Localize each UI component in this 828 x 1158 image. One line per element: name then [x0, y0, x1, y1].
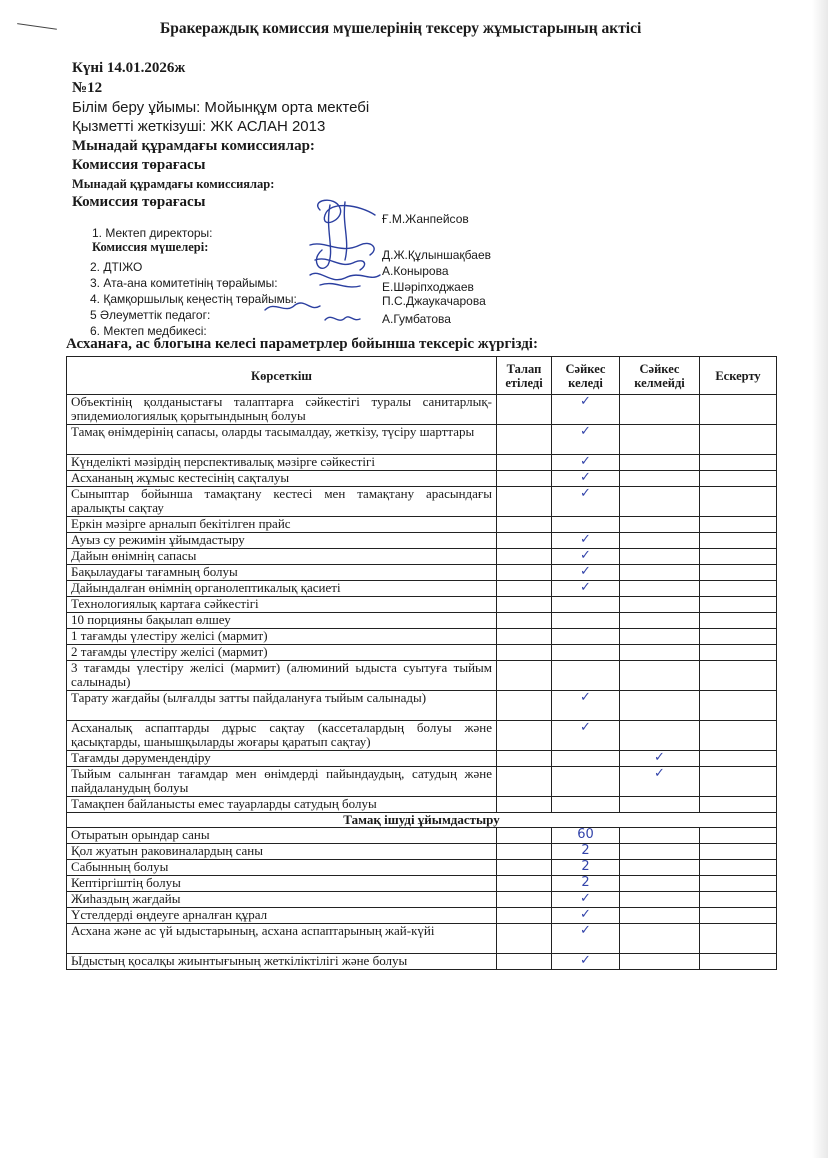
mark-cell: [620, 581, 700, 597]
indicator-cell: Бақылаудағы тағамның болуы: [67, 565, 497, 581]
mark-cell: ✓: [552, 549, 620, 565]
mark-cell: ✓: [552, 425, 620, 455]
mark-cell: [700, 876, 777, 892]
mark-cell: [497, 828, 552, 844]
indicator-cell: Үстелдерді өңдеуге арналған құрал: [67, 908, 497, 924]
mark-cell: [497, 533, 552, 549]
indicator-cell: Ыдыстың қосалқы жиынтығының жеткіліктілігі және болуы: [67, 954, 497, 970]
mark-cell: [552, 661, 620, 691]
mark-cell: [700, 487, 777, 517]
mark-cell: [497, 425, 552, 455]
table-row: [67, 425, 777, 455]
mark-cell: [497, 661, 552, 691]
chair-heading: Комиссия төрағасы: [72, 157, 206, 173]
mark-cell: [497, 629, 552, 645]
member-name: Д.Ж.Құлыншақбаев: [382, 248, 491, 262]
mark-cell: [620, 517, 700, 533]
mark-cell: [497, 860, 552, 876]
mark-cell: [620, 533, 700, 549]
mark-cell: [700, 565, 777, 581]
mark-cell: [700, 892, 777, 908]
member-role: 4. Қамқоршылық кеңестің төрайымы:: [90, 292, 297, 306]
mark-cell: [497, 844, 552, 860]
table-row: [67, 828, 777, 844]
chair-heading-2: Комиссия төрағасы: [72, 194, 206, 210]
mark-cell: [497, 645, 552, 661]
table-row: [67, 661, 777, 691]
mark-cell: [700, 860, 777, 876]
mark-cell: ✓: [552, 533, 620, 549]
mark-cell: [497, 797, 552, 813]
mark-cell: [700, 661, 777, 691]
director-name: Ғ.М.Жанпейсов: [382, 212, 469, 226]
mark-cell: [497, 455, 552, 471]
table-row: [67, 721, 777, 751]
mark-cell: ✓: [552, 581, 620, 597]
mark-cell: [700, 954, 777, 970]
table-row: [67, 860, 777, 876]
mark-cell: [700, 471, 777, 487]
mark-cell: ✓: [552, 954, 620, 970]
inspection-rows: [67, 395, 777, 970]
mark-cell: [620, 908, 700, 924]
mark-cell: [497, 954, 552, 970]
commission-heading: Мынадай құрамдағы комиссиялар:: [72, 138, 315, 154]
table-header-row: [67, 357, 777, 395]
mark-cell: [700, 629, 777, 645]
indicator-cell: 3 тағамды үлестіру желісі (мармит) (алюминий ыдыста суытуға тыйым салынады): [67, 661, 497, 691]
indicator-cell: Технологиялық картаға сәйкестігі: [67, 597, 497, 613]
mark-cell: [620, 954, 700, 970]
mark-cell: ✓: [552, 565, 620, 581]
mark-cell: ✓: [552, 471, 620, 487]
indicator-cell: Асханалық аспаптарды дұрыс сақтау (кассеталардың болуы және қасықтарды, шанышқыларды жоғары қаратып сақтау): [67, 721, 497, 751]
indicator-cell: Объектінің қолданыстағы талаптарға сәйкестігі туралы санитарлық-эпидемиологиялық қорытындының болуы: [67, 395, 497, 425]
mark-cell: ✓: [552, 395, 620, 425]
mark-cell: ✓: [552, 691, 620, 721]
table-row: [67, 844, 777, 860]
mark-cell: 2: [552, 860, 620, 876]
column-header: Сәйкес келеді: [552, 357, 620, 395]
mark-cell: [700, 517, 777, 533]
indicator-cell: 10 порцияны бақылап өлшеу: [67, 613, 497, 629]
document-title: Бракераждық комиссия мүшелерінің тексеру жұмыстарының актісі: [160, 20, 642, 37]
mark-cell: [497, 471, 552, 487]
mark-cell: ✓: [620, 751, 700, 767]
section-row: [67, 813, 777, 828]
indicator-cell: Ауыз су режимін ұйымдастыру: [67, 533, 497, 549]
mark-cell: [497, 691, 552, 721]
mark-cell: [552, 629, 620, 645]
mark-cell: 2: [552, 844, 620, 860]
mark-cell: [497, 517, 552, 533]
table-row: [67, 613, 777, 629]
mark-cell: [620, 661, 700, 691]
mark-cell: [620, 721, 700, 751]
indicator-cell: Тағамды дәрумендендіру: [67, 751, 497, 767]
mark-cell: [620, 425, 700, 455]
indicator-cell: Сыныптар бойынша тамақтану кестесі мен тамақтану арасындағы аралықты сақтау: [67, 487, 497, 517]
table-row: [67, 533, 777, 549]
table-row: [67, 645, 777, 661]
member-role: 3. Ата-ана комитетінің төрайымы:: [90, 276, 278, 290]
table-row: [67, 395, 777, 425]
table-row: [67, 767, 777, 797]
mark-cell: [497, 549, 552, 565]
mark-cell: [497, 581, 552, 597]
mark-cell: [497, 924, 552, 954]
mark-cell: [700, 597, 777, 613]
indicator-cell: Еркін мәзірге арналып бекітілген прайс: [67, 517, 497, 533]
mark-cell: [700, 797, 777, 813]
mark-cell: ✓: [552, 924, 620, 954]
table-row: [67, 954, 777, 970]
mark-cell: [497, 487, 552, 517]
indicator-cell: Тамақ өнімдерінің сапасы, оларды тасымалдау, жеткізу, түсіру шарттары: [67, 425, 497, 455]
mark-cell: [700, 691, 777, 721]
column-header: Сәйкес келмейді: [620, 357, 700, 395]
member-role: 5 Әлеуметтік педагог:: [90, 308, 211, 322]
table-row: [67, 487, 777, 517]
indicator-cell: Дайын өнімнің сапасы: [67, 549, 497, 565]
indicator-cell: Қол жуатын раковиналардың саны: [67, 844, 497, 860]
table-row: [67, 924, 777, 954]
mark-cell: ✓: [620, 767, 700, 797]
table-row: [67, 517, 777, 533]
mark-cell: [700, 613, 777, 629]
mark-cell: [620, 597, 700, 613]
table-row: [67, 629, 777, 645]
mark-cell: [700, 767, 777, 797]
mark-cell: [700, 751, 777, 767]
mark-cell: ✓: [552, 892, 620, 908]
members-heading: Комиссия мүшелері:: [92, 240, 209, 254]
mark-cell: ✓: [552, 487, 620, 517]
inspection-heading: Асханаға, ас блогына келесі параметрлер бойынша тексеріс жүргізді:: [66, 336, 538, 352]
mark-cell: [552, 767, 620, 797]
mark-cell: [620, 565, 700, 581]
mark-cell: [552, 613, 620, 629]
indicator-cell: 1 тағамды үлестіру желісі (мармит): [67, 629, 497, 645]
mark-cell: [620, 876, 700, 892]
table-row: [67, 797, 777, 813]
mark-cell: [552, 645, 620, 661]
mark-cell: [620, 691, 700, 721]
indicator-cell: Жиһаздың жағдайы: [67, 892, 497, 908]
scan-edge-shadow: [812, 0, 828, 1158]
mark-cell: [700, 395, 777, 425]
mark-cell: [552, 597, 620, 613]
table-row: [67, 597, 777, 613]
mark-cell: [700, 549, 777, 565]
mark-cell: [620, 860, 700, 876]
mark-cell: [497, 767, 552, 797]
number-line: №12: [72, 80, 103, 96]
commission-heading-small: Мынадай құрамдағы комиссиялар:: [72, 177, 275, 191]
mark-cell: [497, 565, 552, 581]
table-row: [67, 581, 777, 597]
table-row: [67, 455, 777, 471]
indicator-cell: Тарату жағдайы (ылғалды затты пайдалануға тыйым салынады): [67, 691, 497, 721]
indicator-cell: Дайындалған өнімнің органолептикалық қасиеті: [67, 581, 497, 597]
indicator-cell: Тыйым салынған тағамдар мен өнімдерді пайындаудың, сатудың және пайдаланудың болуы: [67, 767, 497, 797]
indicator-cell: Сабынның болуы: [67, 860, 497, 876]
member-name: А.Конырова: [382, 264, 449, 278]
mark-cell: [497, 613, 552, 629]
mark-cell: [552, 517, 620, 533]
org-line: Білім беру ұйымы: Мойынқұм орта мектебі: [72, 99, 370, 116]
table-row: [67, 908, 777, 924]
mark-cell: [620, 549, 700, 565]
member-name: Е.Шәріпходжаев: [382, 280, 474, 294]
table-row: [67, 471, 777, 487]
mark-cell: [700, 844, 777, 860]
table-row: [67, 691, 777, 721]
mark-cell: [620, 455, 700, 471]
member-name: А.Гумбатова: [382, 312, 451, 326]
mark-cell: [552, 751, 620, 767]
mark-cell: [700, 425, 777, 455]
mark-cell: [620, 645, 700, 661]
mark-cell: [497, 597, 552, 613]
mark-cell: [700, 581, 777, 597]
indicator-cell: 2 тағамды үлестіру желісі (мармит): [67, 645, 497, 661]
table-row: [67, 892, 777, 908]
mark-cell: [620, 892, 700, 908]
mark-cell: [497, 721, 552, 751]
mark-cell: [700, 828, 777, 844]
mark-cell: [700, 533, 777, 549]
mark-cell: [700, 645, 777, 661]
mark-cell: ✓: [552, 908, 620, 924]
member-name: П.С.Джаукачарова: [382, 294, 486, 308]
mark-cell: [700, 721, 777, 751]
mark-cell: 60: [552, 828, 620, 844]
mark-cell: [497, 908, 552, 924]
mark-cell: [497, 751, 552, 767]
column-header: Көрсеткіш: [67, 357, 497, 395]
indicator-cell: Асхана және ас үй ыдыстарының, асхана аспаптарының жай-күйі: [67, 924, 497, 954]
corner-mark: [17, 9, 59, 29]
mark-cell: ✓: [552, 455, 620, 471]
mark-cell: [620, 471, 700, 487]
indicator-cell: Асхананың жұмыс кестесінің сақталуы: [67, 471, 497, 487]
mark-cell: [620, 828, 700, 844]
column-header: Талап етіледі: [497, 357, 552, 395]
table-row: [67, 565, 777, 581]
mark-cell: [620, 924, 700, 954]
indicator-cell: Тамақпен байланысты емес тауарларды сатудың болуы: [67, 797, 497, 813]
mark-cell: [497, 876, 552, 892]
mark-cell: [700, 455, 777, 471]
member-role: 2. ДТІЖО: [90, 260, 143, 274]
table-row: [67, 549, 777, 565]
mark-cell: [700, 924, 777, 954]
mark-cell: [620, 844, 700, 860]
director-role: 1. Мектеп директоры:: [92, 226, 213, 240]
mark-cell: [620, 797, 700, 813]
date-line: Күні 14.01.2026ж: [72, 60, 186, 76]
mark-cell: [497, 395, 552, 425]
mark-cell: [620, 395, 700, 425]
signatories-block: [90, 212, 592, 342]
table-row: [67, 751, 777, 767]
supplier-line: Қызметті жеткізуші: ЖК АСЛАН 2013: [72, 118, 326, 135]
indicator-cell: Отыратын орындар саны: [67, 828, 497, 844]
mark-cell: [497, 892, 552, 908]
mark-cell: [620, 629, 700, 645]
mark-cell: ✓: [552, 721, 620, 751]
mark-cell: [620, 613, 700, 629]
section-heading: Тамақ ішуді ұйымдастыру: [67, 813, 777, 828]
member-role: 6. Мектеп медбикесі:: [90, 324, 207, 338]
table-row: [67, 876, 777, 892]
column-header: Ескерту: [700, 357, 777, 395]
indicator-cell: Кептіргіштің болуы: [67, 876, 497, 892]
inspection-table: [66, 356, 777, 970]
mark-cell: [620, 487, 700, 517]
indicator-cell: Күнделікті мәзірдің перспективалық мәзірге сәйкестігі: [67, 455, 497, 471]
mark-cell: [552, 797, 620, 813]
mark-cell: 2: [552, 876, 620, 892]
mark-cell: [700, 908, 777, 924]
